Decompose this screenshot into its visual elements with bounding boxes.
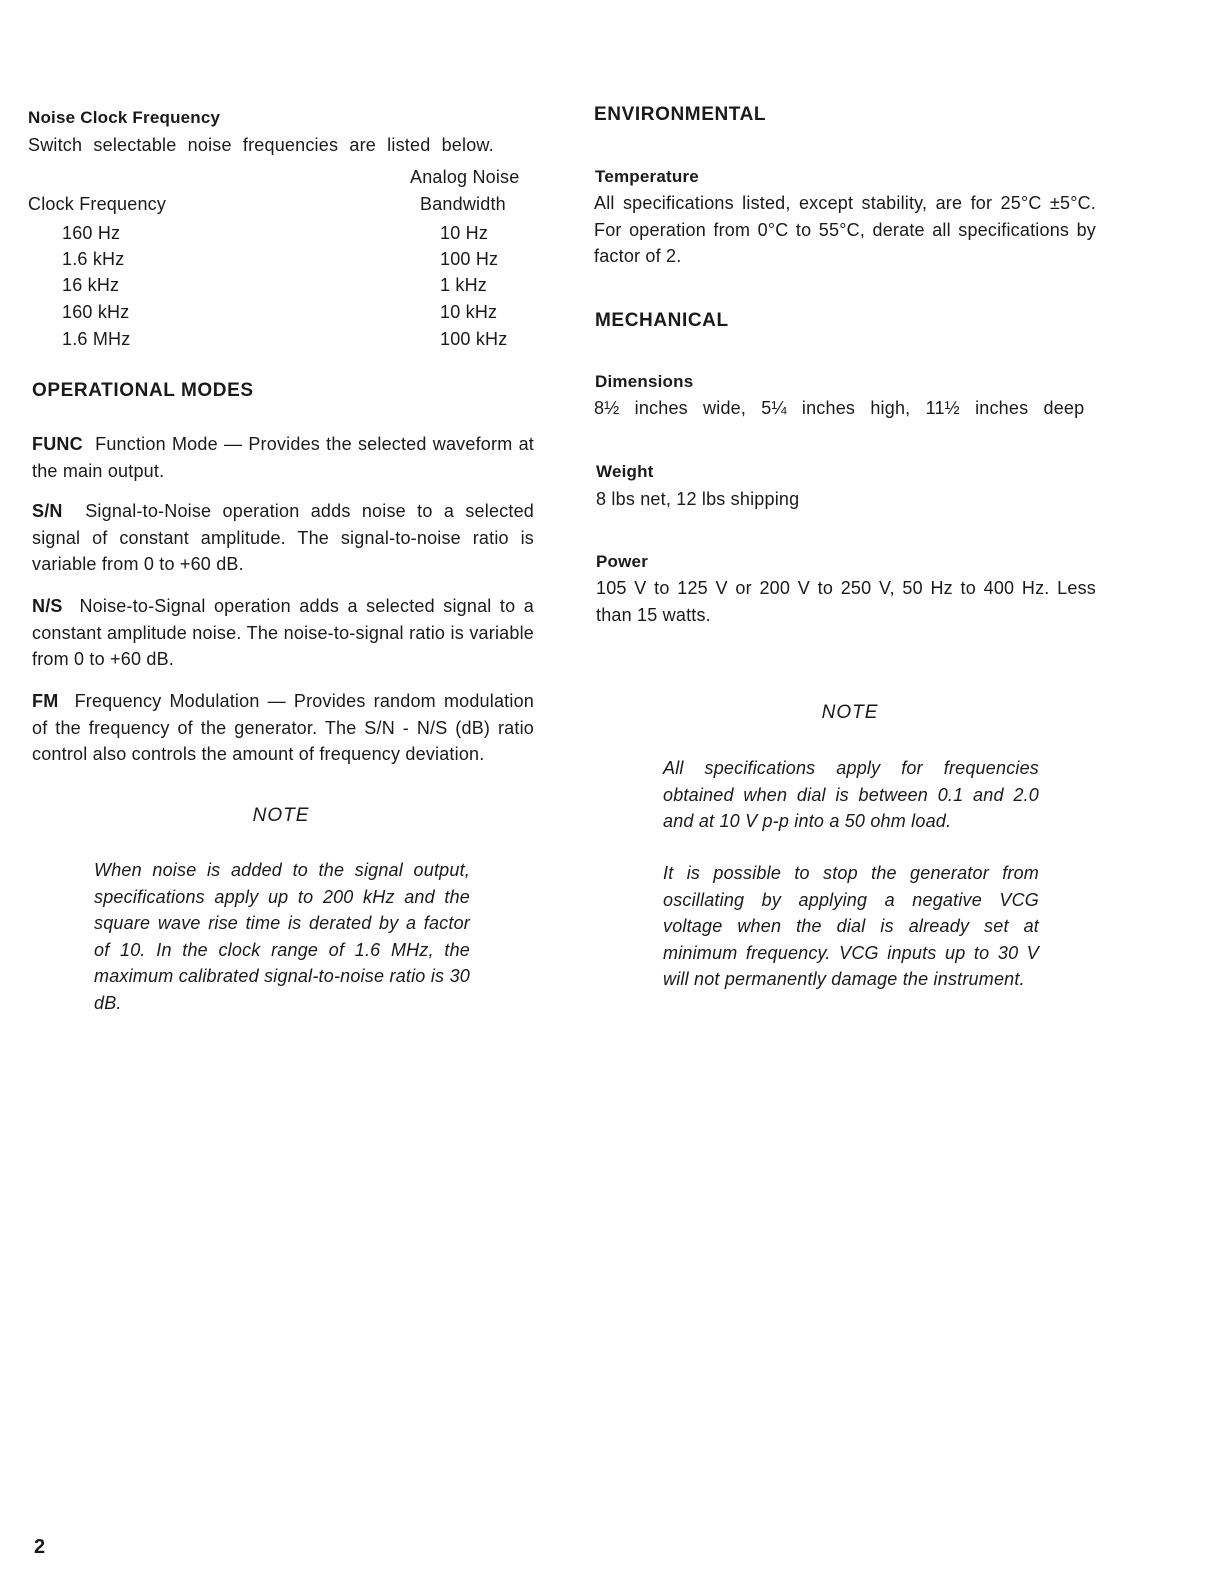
operational-modes-heading: OPERATIONAL MODES — [32, 380, 254, 401]
noise-clock-heading: Noise Clock Frequency — [28, 108, 221, 127]
right-note-para1: All specifications apply for frequencies obtained when dial is between 0.1 and 2.0 and at 10 V p-p into a 50 ohm load. — [663, 758, 1039, 831]
mode-description: Signal-to-Noise operation adds noise to a selected signal of constant amplitude. The signal-to-noise ratio is variable from 0 to +60 dB. — [32, 501, 535, 574]
left-note-text: When noise is added to the signal output, specifications apply up to 200 kHz and the square wave rise time is derated by a factor of 10. In the clock range of 1.6 MHz, the maximum calibrated signal-to-noise ratio is 30 dB. — [94, 860, 470, 1013]
table-cell-clock: 16 kHz — [62, 275, 120, 295]
mode-description: Function Mode — Provides the selected waveform at the main output. — [32, 434, 534, 481]
mode-key: N/S — [32, 596, 63, 616]
table-cell-bandwidth: 100 kHz — [440, 329, 508, 349]
table-cell-clock: 1.6 kHz — [62, 249, 125, 269]
table-cell-clock: 1.6 MHz — [62, 329, 131, 349]
mode-fm — [32, 688, 534, 768]
left-note-title: NOTE — [252, 805, 310, 826]
power-heading: Power — [596, 552, 649, 571]
table-cell-clock: 160 kHz — [62, 302, 130, 322]
mode-key: S/N — [32, 501, 63, 521]
mode-key: FUNC — [32, 434, 83, 454]
weight-text: 8 lbs net, 12 lbs shipping — [596, 489, 800, 509]
table-cell-bandwidth: 10 Hz — [440, 223, 489, 243]
mode-ns — [32, 593, 534, 673]
mechanical-heading: MECHANICAL — [595, 310, 729, 331]
noise-clock-intro: Switch selectable noise frequencies are listed below. — [28, 135, 494, 155]
table-cell-bandwidth: 1 kHz — [440, 275, 488, 295]
table-cell-clock: 160 Hz — [62, 223, 121, 243]
mode-description: Frequency Modulation — Provides random modulation of the frequency of the generator. The S/N - N/S (dB) ratio control also controls the amount of frequency deviation. — [32, 691, 534, 764]
mode-key: FM — [32, 691, 59, 711]
table-header-clock: Clock Frequency — [28, 194, 167, 214]
temperature-text: All specifications listed, except stability, are for 25°C ±5°C. For operation from 0°C to 55°C, derate all specifications by factor of 2. — [594, 193, 1096, 266]
environmental-heading: ENVIRONMENTAL — [594, 104, 767, 125]
mode-description: Noise-to-Signal operation adds a selected signal to a constant amplitude noise. The noise-to-signal ratio is variable from 0 to +60 dB. — [32, 596, 534, 669]
dimensions-heading: Dimensions — [595, 372, 694, 391]
mode-func — [32, 431, 534, 484]
weight-heading: Weight — [596, 462, 654, 481]
dimensions-text: 8½ inches wide, 5¼ inches high, 11½ inches deep — [594, 398, 1085, 418]
table-cell-bandwidth: 100 Hz — [440, 249, 499, 269]
temperature-heading: Temperature — [595, 167, 699, 186]
mode-sn — [32, 498, 534, 578]
table-header-bandwidth-line2: Bandwidth — [420, 194, 506, 214]
table-cell-bandwidth: 10 kHz — [440, 302, 498, 322]
right-note-title: NOTE — [821, 702, 879, 723]
page-number: 2 — [34, 1536, 46, 1558]
right-note-para2: It is possible to stop the generator from oscillating by applying a negative VCG voltage when the dial is already set at minimum frequency. VCG inputs up to 30 V will not permanently damage the instrument. — [663, 863, 1039, 989]
power-text: 105 V to 125 V or 200 V to 250 V, 50 Hz to 400 Hz. Less than 15 watts. — [596, 578, 1096, 625]
table-header-bandwidth-line1: Analog Noise — [410, 167, 520, 187]
